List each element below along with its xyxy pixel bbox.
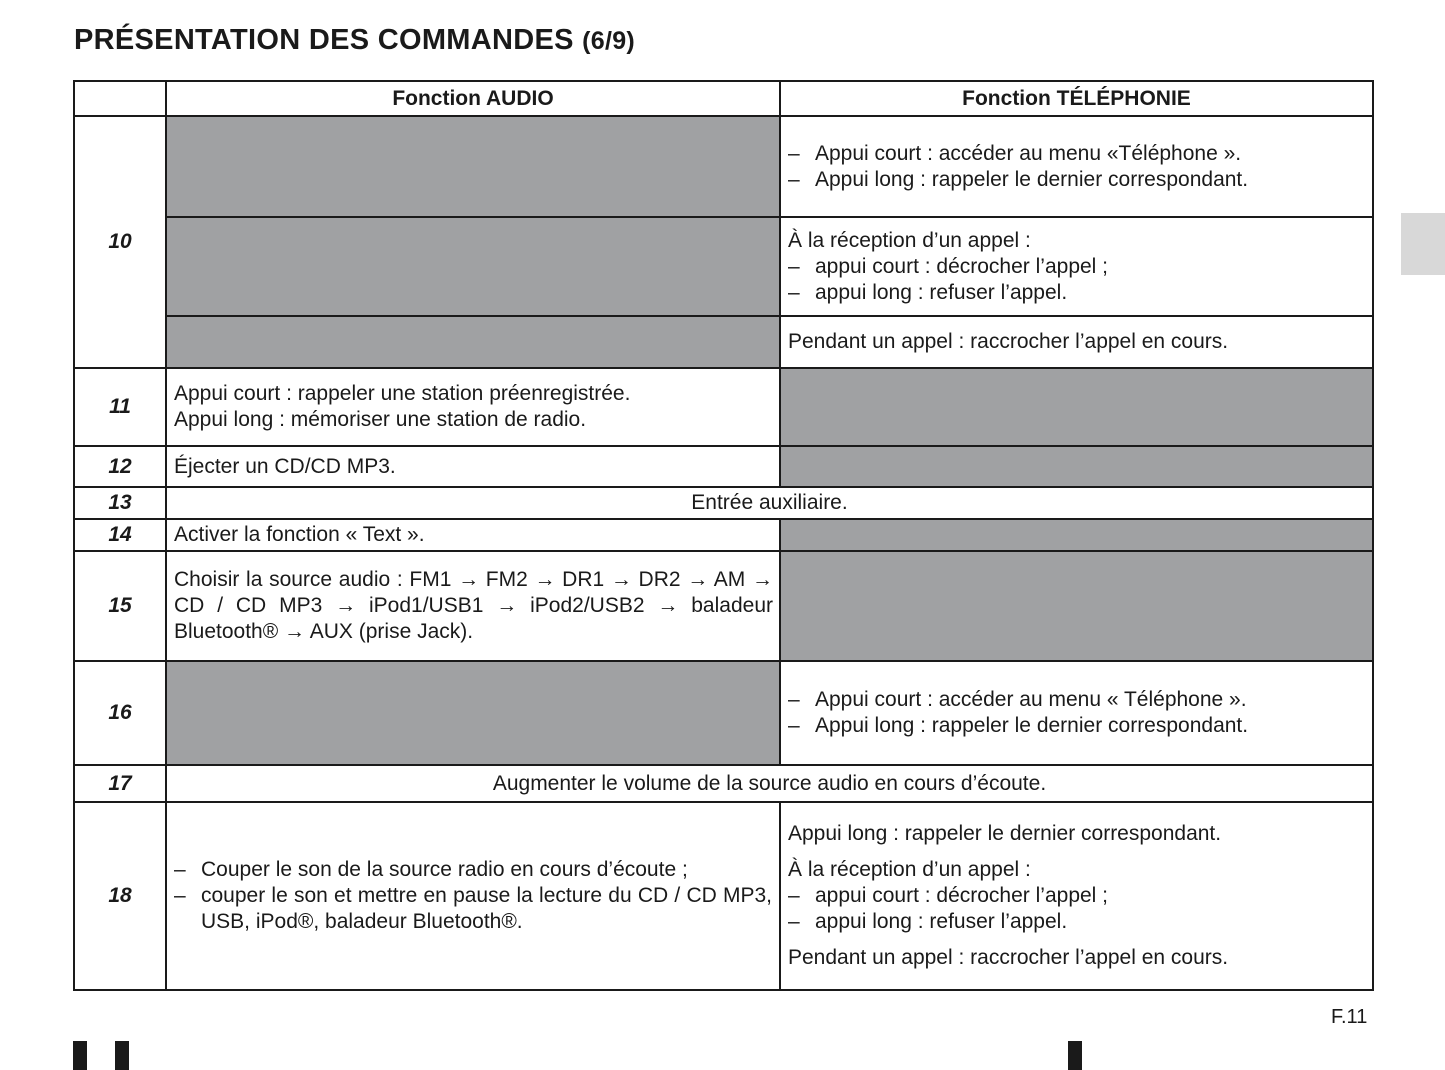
table-row-12 <box>74 446 1373 487</box>
row-number-13: 13 <box>74 487 166 519</box>
audio-cell-empty <box>166 116 780 217</box>
header-audio: Fonction AUDIO <box>166 81 780 116</box>
list-item: – appui long : refuser l’appel. <box>788 909 1365 935</box>
page-number: F.11 <box>1331 1006 1368 1028</box>
table-row-13 <box>74 487 1373 519</box>
row-number-18: 18 <box>74 802 166 990</box>
header-telephony: Fonction TÉLÉPHONIE <box>780 81 1373 116</box>
telephony-cell-18 <box>780 802 1373 990</box>
title-text: PRÉSENTATION DES COMMANDES <box>74 24 574 56</box>
list-item: – Appui long : rappeler le dernier correspondant. <box>788 167 1365 193</box>
list-item: – appui court : décrocher l’appel ; <box>788 254 1365 280</box>
list-item: – Appui court : accéder au menu «Téléphone ». <box>788 141 1365 167</box>
row-number-10: 10 <box>74 116 166 368</box>
list-item: – Appui long : rappeler le dernier correspondant. <box>788 713 1365 739</box>
cell-line: Appui long : rappeler le dernier correspondant. <box>788 822 1222 845</box>
list-item: – couper le son et mettre en pause la lecture du CD / CD MP3, USB, iPod®, baladeur Bluetooth®. <box>174 883 772 935</box>
cell-line: Pendant un appel : raccrocher l’appel en cours. <box>788 946 1229 969</box>
page-indicator: (6/9) <box>582 27 636 55</box>
header-number <box>74 81 166 116</box>
table-row-17 <box>74 765 1373 802</box>
list-item: – Couper le son de la source radio en cours d’écoute ; <box>174 857 772 883</box>
table-row-10a <box>74 116 1373 217</box>
list-item: – appui court : décrocher l’appel ; <box>788 883 1365 909</box>
table-row-10b <box>74 217 1373 316</box>
cell-line: Appui court : rappeler une station préenregistrée. <box>174 382 631 405</box>
table-row-10c <box>74 316 1373 368</box>
audio-cell-12: Éjecter un CD/CD MP3. <box>166 446 780 487</box>
cell-line: Appui long : mémoriser une station de radio. <box>174 408 587 431</box>
cell-intro: À la réception d’un appel : <box>788 228 1031 252</box>
list-item: – Appui court : accéder au menu « Téléphone ». <box>788 687 1365 713</box>
page-title <box>74 24 635 57</box>
section-side-tab <box>1401 213 1445 275</box>
table-row-18 <box>74 802 1373 990</box>
list-item: – appui long : refuser l’appel. <box>788 280 1365 306</box>
row-number-16: 16 <box>74 661 166 765</box>
spacer <box>788 847 1365 857</box>
telephony-cell-empty <box>780 519 1373 551</box>
row-number-15: 15 <box>74 551 166 661</box>
table-row-15 <box>74 551 1373 661</box>
audio-cell-empty <box>166 661 780 765</box>
shared-cell-13: Entrée auxiliaire. <box>166 487 1373 519</box>
spacer <box>788 935 1365 945</box>
cell-intro: À la réception d’un appel : <box>788 858 1031 881</box>
audio-cell-15: Choisir la source audio : FM1 → FM2 → DR1 → DR2 → AM → CD / CD MP3 → iPod1/USB1 → iPod2/USB2 → baladeur Bluetooth® → AUX (prise Jack). <box>166 551 780 661</box>
audio-cell-11 <box>166 368 780 446</box>
telephony-cell-empty <box>780 446 1373 487</box>
audio-cell-empty <box>166 316 780 368</box>
crop-mark <box>73 1041 87 1070</box>
audio-cell-14: Activer la fonction « Text ». <box>166 519 780 551</box>
audio-cell-empty <box>166 217 780 316</box>
controls-table <box>73 80 1374 991</box>
audio-cell-18 <box>166 802 780 990</box>
telephony-cell-16 <box>780 661 1373 765</box>
row-number-11: 11 <box>74 368 166 446</box>
telephony-cell-empty <box>780 368 1373 446</box>
row-number-12: 12 <box>74 446 166 487</box>
table-row-14 <box>74 519 1373 551</box>
table-header-row <box>74 81 1373 116</box>
crop-mark <box>1068 1041 1082 1070</box>
crop-mark <box>115 1041 129 1070</box>
telephony-cell-10c: Pendant un appel : raccrocher l’appel en cours. <box>780 316 1373 368</box>
table-row-11 <box>74 368 1373 446</box>
table-row-16 <box>74 661 1373 765</box>
row-number-14: 14 <box>74 519 166 551</box>
row-number-17: 17 <box>74 765 166 802</box>
telephony-cell-10b <box>780 217 1373 316</box>
shared-cell-17: Augmenter le volume de la source audio en cours d’écoute. <box>166 765 1373 802</box>
telephony-cell-empty <box>780 551 1373 661</box>
telephony-cell-10a <box>780 116 1373 217</box>
